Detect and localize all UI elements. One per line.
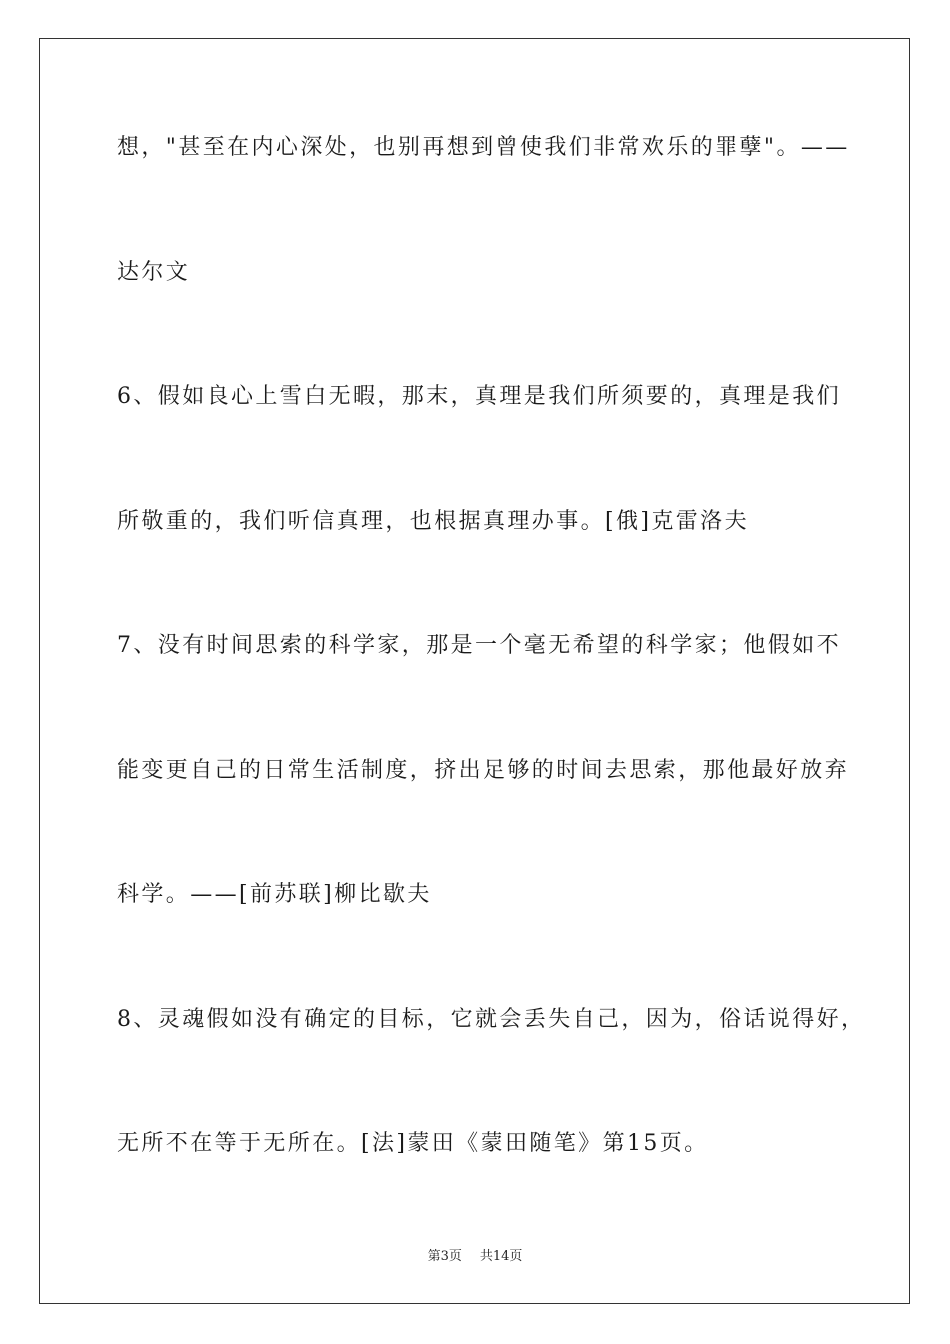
text-line: 无所不在等于无所在。[法]蒙田《蒙田随笔》第15页。: [117, 1131, 709, 1156]
page-footer: [0, 1248, 950, 1266]
text-line: 想，"甚至在内心深处，也别再想到曾使我们非常欢乐的罪孽"。——: [117, 135, 850, 160]
text-line: 所敬重的，我们听信真理，也根据真理办事。[俄]克雷洛夫: [117, 509, 749, 534]
page-number: 第3页: [427, 1249, 462, 1264]
text-line: 能变更自己的日常生活制度，挤出足够的时间去思索，那他最好放弃: [117, 758, 850, 783]
page-border: [39, 38, 910, 1304]
text-line: 6、假如良心上雪白无暇，那末，真理是我们所须要的，真理是我们: [117, 384, 841, 409]
text-line: 科学。——[前苏联]柳比歇夫: [117, 882, 432, 907]
total-pages: 共14页: [479, 1249, 523, 1264]
text-line: 8、灵魂假如没有确定的目标，它就会丢失自己，因为，俗话说得好，: [117, 1007, 866, 1032]
text-line: 7、没有时间思索的科学家，那是一个毫无希望的科学家；他假如不: [117, 633, 841, 658]
text-line: 达尔文: [117, 260, 191, 285]
